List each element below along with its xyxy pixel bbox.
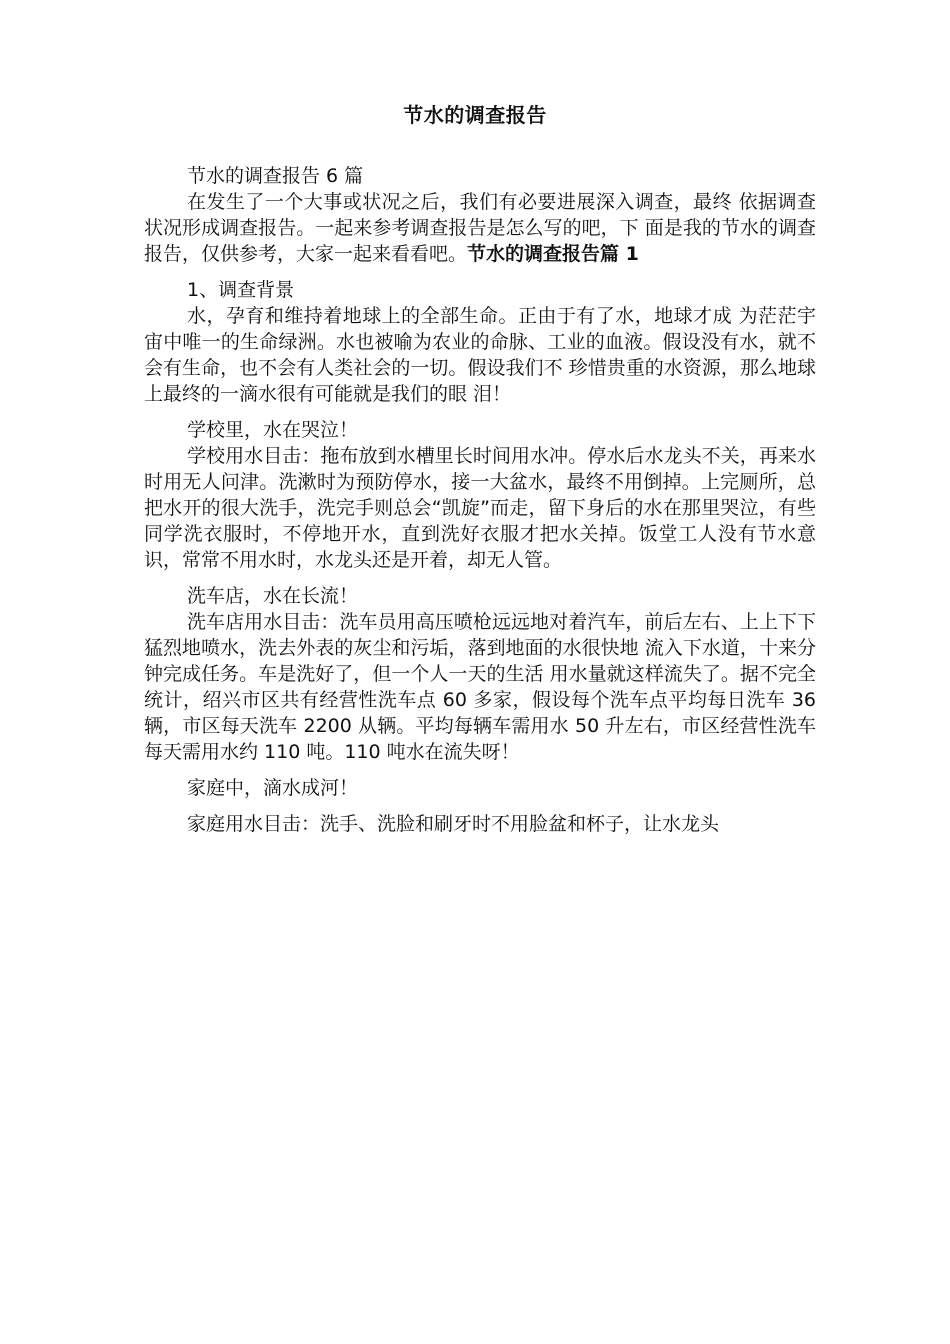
document-body bbox=[144, 163, 816, 837]
document-subtitle: 节水的调查报告 6 篇 bbox=[187, 165, 364, 187]
document-title: 节水的调查报告 bbox=[403, 103, 547, 127]
intro-text: 在发生了一个大事或状况之后，我们有必要进展深入调查，最终 依据调查状况形成调查报告。一起来参考调查报告是怎么写的吧，下 面是我的节水的调查报告，仅供参考，大家一起来看看吧。 bbox=[144, 191, 816, 265]
home-paragraph: 家庭用水目击：洗手、洗脸和刷牙时不用脸盆和杯子，让水龙头 bbox=[187, 813, 720, 835]
school-paragraph: 学校用水目击：拖布放到水槽里长时间用水冲。停水后水龙头不关，再来水时用无人问津。洗漱时为预防停水，接一大盆水，最终不用倒掉。上完厕所，总把水开的很大洗手，洗完手则总会“凯旋”而走，留下身后的水在那里哭泣，有些同学洗衣服时，不停地开水，直到洗好衣服才把水关掉。饭堂工人没有节水意识，常常不用水时，水龙头还是开着，却无人管。 bbox=[144, 445, 816, 571]
intro-paragraph bbox=[144, 189, 816, 267]
section-heading-background: 1、调查背景 bbox=[187, 279, 295, 301]
intro-heading: 节水的调查报告篇 1 bbox=[467, 243, 639, 265]
carwash-paragraph: 洗车店用水目击：洗车员用高压喷枪远远地对着汽车，前后左右、上上下下猛烈地喷水，洗去外表的灰尘和污垢，落到地面的水很快地 流入下水道，十来分钟完成任务。车是洗好了，但一个人一天的生活 用水量就这样流失了。据不完全统计，绍兴市区共有经营性洗车点 60 多家，假设每个洗车点平均每日洗车 36 辆，市区每天洗车 2200 从辆。平均每辆车需用水 50 升左右，市区经营性洗车每天需用水约 110 吨。110 吨水在流失呀！ bbox=[144, 611, 816, 763]
school-heading: 学校里，水在哭泣！ bbox=[187, 419, 359, 441]
home-heading: 家庭中，滴水成河！ bbox=[187, 777, 359, 799]
carwash-heading: 洗车店，水在长流！ bbox=[187, 585, 359, 607]
background-paragraph: 水，孕育和维持着地球上的全部生命。正由于有了水，地球才成 为茫茫宇宙中唯一的生命绿洲。水也被喻为农业的命脉、工业的血液。假设没有水，就不会有生命，也不会有人类社会的一切。假设我们不 珍惜贵重的水资源，那么地球上最终的一滴水很有可能就是我们的眼 泪！ bbox=[144, 305, 816, 405]
